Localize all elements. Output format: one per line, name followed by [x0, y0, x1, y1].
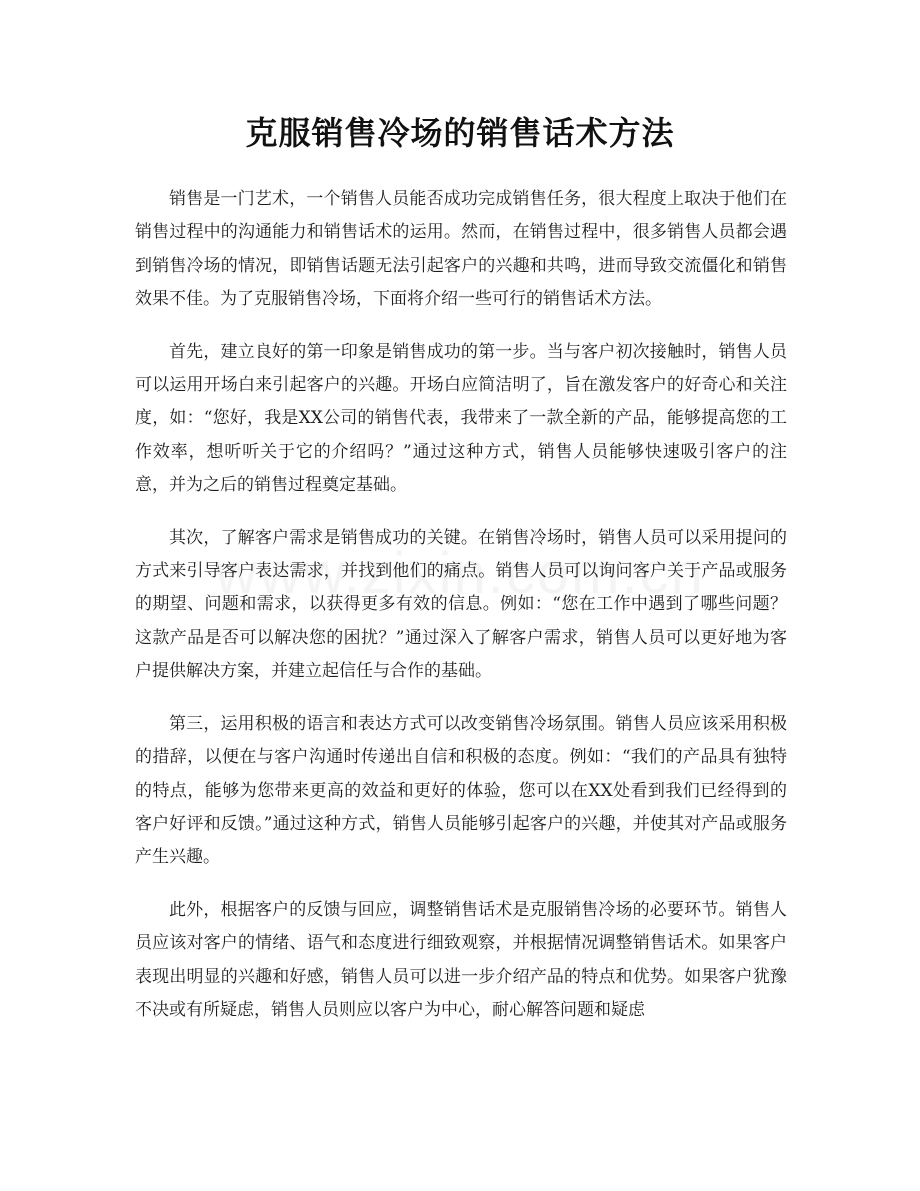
paragraph-customer-needs: 其次，了解客户需求是销售成功的关键。在销售冷场时，销售人员可以采用提问的方式来引导客户表达需求，并找到他们的痛点。销售人员可以询问客户关于产品或服务的期望、问题和需求，以获得更多有效的信息。例如：“您在工作中遇到了哪些问题？这款产品是否可以解决您的困扰？”通过深入了解客户需求，销售人员可以更好地为客户提供解决方案，并建立起信任与合作的基础。 [135, 527, 787, 682]
paragraph-intro: 销售是一门艺术，一个销售人员能否成功完成销售任务，很大程度上取决于他们在销售过程中的沟通能力和销售话术的运用。然而，在销售过程中，很多销售人员都会遇到销售冷场的情况，即销售话题无法引起客户的兴趣和共鸣，进而导致交流僵化和销售效果不佳。为了克服销售冷场，下面将介绍一些可行的销售话术方法。 [135, 189, 787, 310]
paragraph-adjust-script: 此外，根据客户的反馈与回应，调整销售话术是克服销售冷场的必要环节。销售人员应该对客户的情绪、语气和态度进行细致观察，并根据情况调整销售话术。如果客户表现出明显的兴趣和好感，销售人员可以进一步介绍产品的特点和优势。如果客户犹豫不决或有所疑虑，销售人员则应以客户为中心，耐心解答问题和疑虑 [135, 899, 787, 1020]
paragraph-positive-language: 第三，运用积极的语言和表达方式可以改变销售冷场氛围。销售人员应该采用积极的措辞，以便在与客户沟通时传递出自信和积极的态度。例如：“我们的产品具有独特的特点，能够为您带来更高的效益和更好的体验，您可以在XX处看到我们已经得到的客户好评和反馈。”通过这种方式，销售人员能够引起客户的兴趣，并使其对产品或服务产生兴趣。 [135, 713, 787, 868]
document-body [135, 183, 787, 1046]
document-title: 克服销售冷场的销售话术方法 [245, 114, 675, 152]
paragraph-first-impression: 首先，建立良好的第一印象是销售成功的第一步。当与客户初次接触时，销售人员可以运用开场白来引起客户的兴趣。开场白应简洁明了，旨在激发客户的好奇心和关注度，如：“您好，我是XX公司的销售代表，我带来了一款全新的产品，能够提高您的工作效率，想听听关于它的介绍吗？”通过这种方式，销售人员能够快速吸引客户的注意，并为之后的销售过程奠定基础。 [135, 341, 787, 496]
